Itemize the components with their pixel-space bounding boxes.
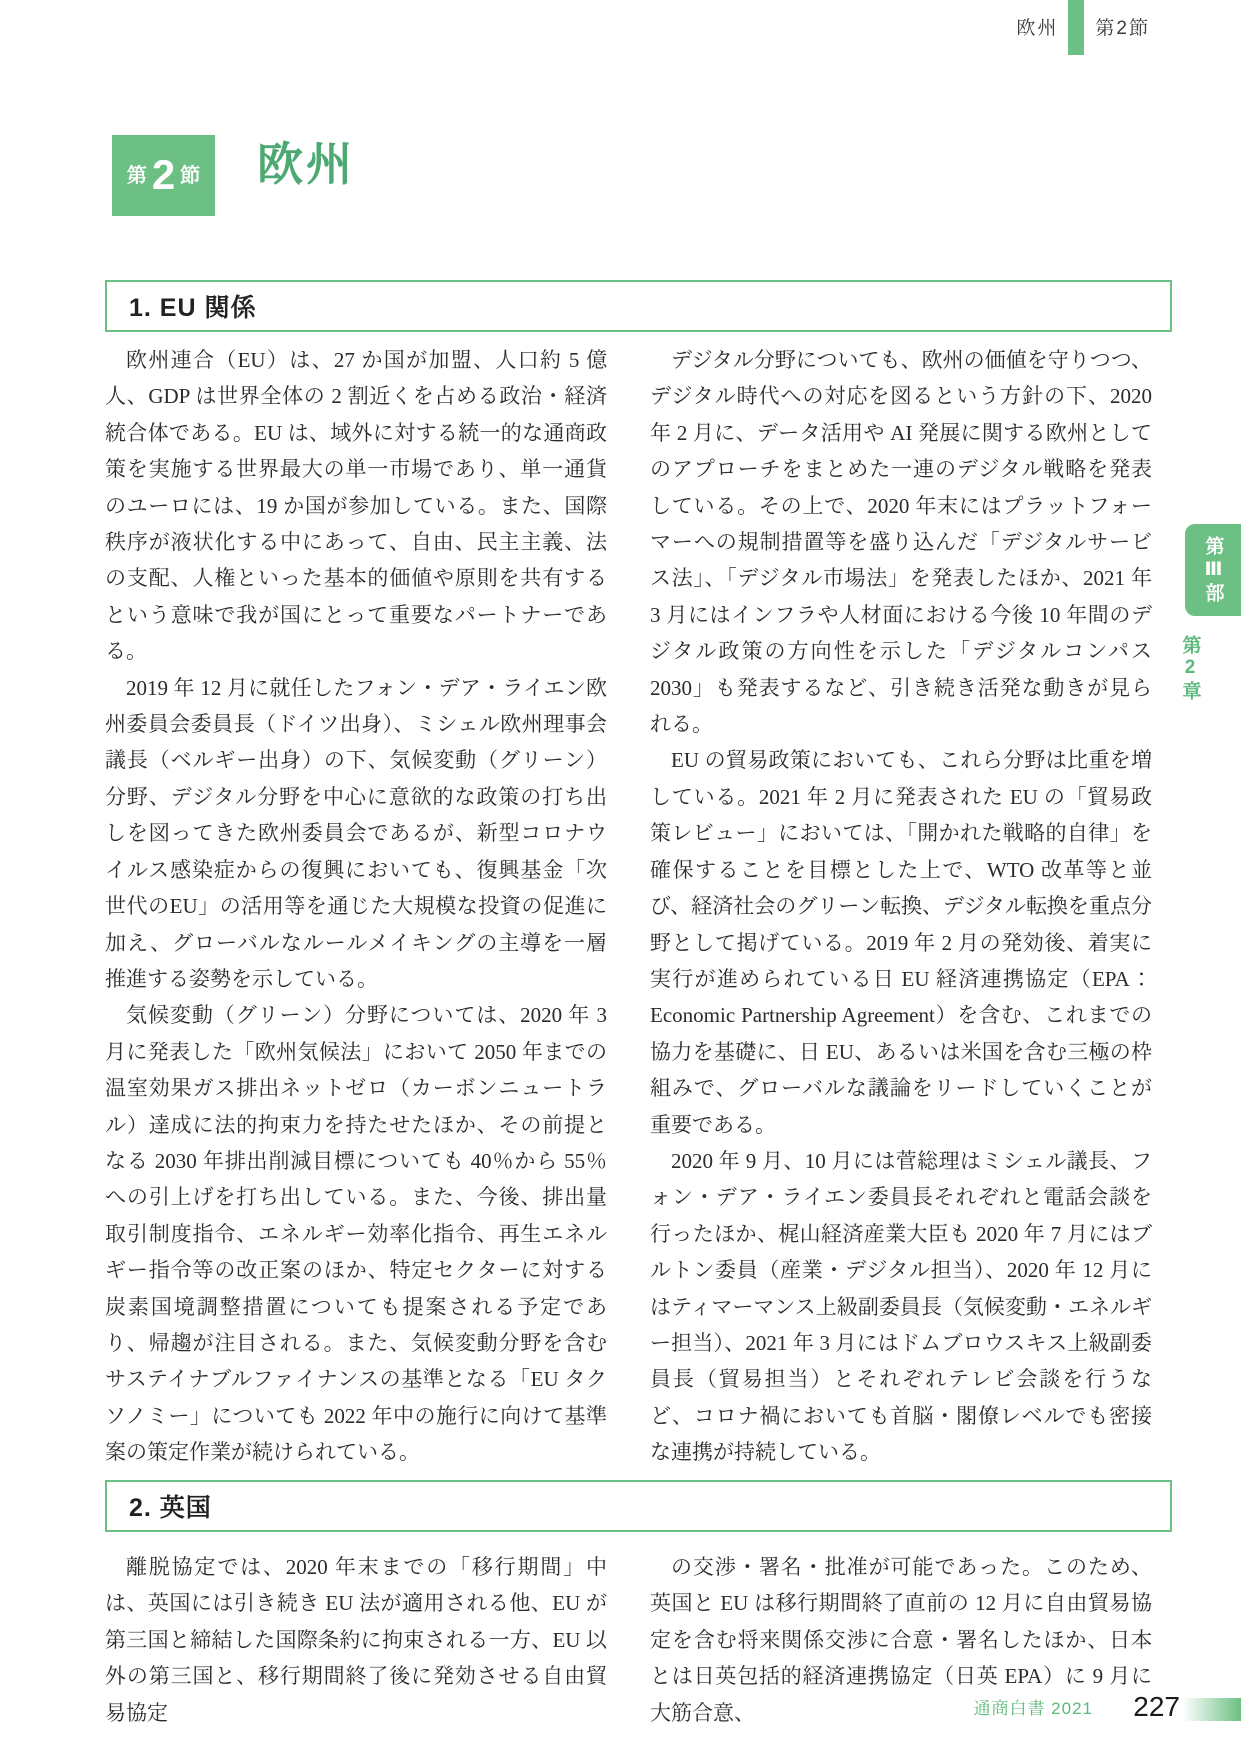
page-title: 欧州	[257, 139, 355, 190]
paragraph: EU の貿易政策においても、これら分野は比重を増している。2021 年 2 月に発表された EU の「貿易政策レビュー」においては、「開かれた戦略的自律」を確保することを目標とした上で、WTO 改革等と並び、経済社会のグリーン転換、デジタル転換を重点分野として掲げている。2019 年 2 月の発効後、着実に実行が進められている日 EU 経済連携協定（EPA：Economic Partnership Agreement）を含む、これまでの協力を基礎に、日 EU、あるいは米国を含む三極の枠組みで、グローバルな議論をリードしていくことが重要である。	[650, 748, 1152, 1137]
footer-book-title: 通商白書 2021	[973, 1699, 1093, 1718]
paragraph: 離脱協定では、2020 年末までの「移行期間」中は、英国には引き続き EU 法が適用される他、EU が第三国と締結した国際条約に拘束される一方、EU 以外の第三国と、移行期間終了後に発効させる自由貿易協定	[105, 1555, 607, 1725]
running-header-green-bar	[1068, 0, 1084, 55]
sidebar-chapter-label: 第2章	[1179, 635, 1201, 703]
paragraph: 欧州連合（EU）は、27 か国が加盟、人口約 5 億人、GDP は世界全体の 2 割近くを占める政治・経済統合体である。EU は、域外に対する統一的な通商政策を実施する世界最大の単一市場であり、単一通貨のユーロには、19 か国が参加している。また、国際秩序が液状化する中にあって、自由、民主主義、法の支配、人権といった基本的価値や原則を共有するという意味で我が国にとって重要なパートナーである。	[105, 348, 607, 664]
badge-suffix: 節	[180, 164, 201, 187]
section1-heading: 1. EU 関係	[129, 294, 257, 322]
section1-column-left	[105, 342, 607, 1471]
paragraph: 2019 年 12 月に就任したフォン・デア・ライエン欧州委員会委員長（ドイツ出身）、ミシェル欧州理事会議長（ベルギー出身）の下、気候変動（グリーン）分野、デジタル分野を中心に意欲的な政策の打ち出しを図ってきた欧州委員会であるが、新型コロナウイルス感染症からの復興においても、復興基金「次世代のEU」の活用等を通じた大規模な投資の促進に加え、グローバルなルールメイキングの主導を一層推進する姿勢を示している。	[105, 675, 607, 991]
section1-heading-box	[105, 280, 1172, 332]
paragraph: の交渉・署名・批准が可能であった。このため、英国と EU は移行期間終了直前の 12 月に自由貿易協定を含む将来関係交渉に合意・署名したほか、日本とは日英包括的経済連携協定（日英 EPA）に 9 月に大筋合意、	[650, 1555, 1152, 1725]
section2-heading-box	[105, 1480, 1172, 1532]
footer-page-number: 227	[1133, 1691, 1180, 1722]
running-header-section-title: 欧州	[1016, 18, 1059, 39]
running-header	[1016, 0, 1150, 55]
footer-gradient-bar	[1183, 1698, 1241, 1721]
running-header-section-number: 第2節	[1095, 18, 1150, 39]
sidebar-part-label: 第Ⅲ部	[1202, 535, 1224, 605]
section2-column-left	[105, 1549, 607, 1731]
sidebar-part-tab	[1185, 524, 1241, 616]
paragraph: 2020 年 9 月、10 月には菅総理はミシェル議長、フォン・デア・ライエン委員長それぞれと電話会談を行ったほか、梶山経済産業大臣も 2020 年 7 月にはブルトン委員（産業・デジタル担当）、2020 年 12 月にはティマーマンス上級副委員長（気候変動・エネルギー担当）、2021 年 3 月にはドムブロウスキス上級副委員長（貿易担当）とそれぞれテレビ会談を行うなど、コロナ禍においても首脳・閣僚レベルでも密接な連携が持続している。	[650, 1148, 1152, 1465]
badge-number: 2	[151, 150, 176, 198]
badge-prefix: 第	[126, 164, 147, 187]
paragraph: 気候変動（グリーン）分野については、2020 年 3 月に発表した「欧州気候法」において 2050 年までの温室効果ガス排出ネットゼロ（カーボンニュートラル）達成に法的拘束力を持たせたほか、その前提となる 2030 年排出削減目標についても 40％から 55％への引上げを打ち出している。また、今後、排出量取引制度指令、エネルギー効率化指令、再生エネルギー指令等の改正案のほか、特定セクターに対する炭素国境調整措置についても提案される予定であり、帰趨が注目される。また、気候変動分野を含むサステイナブルファイナンスの基準となる「EU タクソノミー」についても 2022 年中の施行に向けて基準案の策定作業が続けられている。	[105, 1003, 607, 1465]
section2-heading: 2. 英国	[129, 1494, 212, 1522]
paragraph: デジタル分野についても、欧州の価値を守りつつ、デジタル時代への対応を図るという方針の下、2020 年 2 月に、データ活用や AI 発展に関する欧州としてのアプローチをまとめた一連のデジタル戦略を発表している。その上で、2020 年末にはプラットフォーマーへの規制措置等を盛り込んだ「デジタルサービス法」、「デジタル市場法」を発表したほか、2021 年 3 月にはインフラや人材面における今後 10 年間のデジタル政策の方向性を示した「デジタルコンパス 2030」も発表するなど、引き続き活発な動きが見られる。	[650, 348, 1152, 737]
section-number-badge	[112, 135, 215, 216]
sidebar-chapter-tab	[1162, 626, 1218, 712]
section1-column-right	[650, 342, 1152, 1471]
